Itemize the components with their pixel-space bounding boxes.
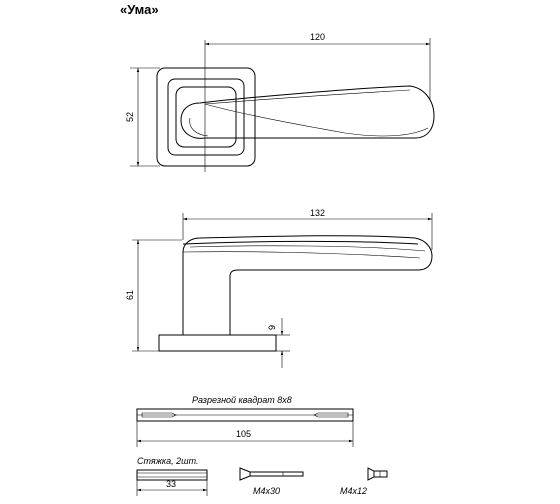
screw-short-head — [368, 468, 374, 480]
tie-rod-length: 33 — [166, 479, 177, 489]
tie-rod-view — [137, 456, 207, 496]
square-bar-view — [137, 395, 353, 447]
square-bar-length: 105 — [236, 429, 252, 439]
handle-top-ridge — [205, 104, 428, 136]
height-dimension: 52 — [125, 111, 135, 122]
screw-long-shaft — [250, 472, 303, 476]
product-title: «Ума» — [120, 2, 159, 17]
screw-short-shaft — [374, 471, 387, 477]
handle-top-outline — [181, 86, 434, 138]
screw-short-label: M4x12 — [340, 486, 368, 496]
width-dimension: 120 — [310, 32, 326, 42]
tie-rod-caption: Стяжка, 2шт. — [137, 456, 199, 466]
rose-outer-square — [157, 68, 255, 166]
square-bar-caption: Разрезной квадрат 8х8 — [192, 395, 292, 405]
screw-short-view — [340, 468, 387, 496]
handle-neck — [183, 252, 230, 335]
side-view — [125, 208, 432, 368]
rose-thickness-dimension: 9 — [267, 324, 277, 330]
length-dimension: 132 — [310, 208, 326, 218]
top-view — [125, 32, 434, 172]
screw-long-head — [240, 468, 250, 480]
rose-base — [159, 335, 276, 351]
rose-inner-square — [168, 79, 244, 155]
screw-long-view — [240, 468, 303, 496]
side-height-dimension: 61 — [125, 289, 135, 300]
screw-long-label: M4x30 — [253, 486, 281, 496]
